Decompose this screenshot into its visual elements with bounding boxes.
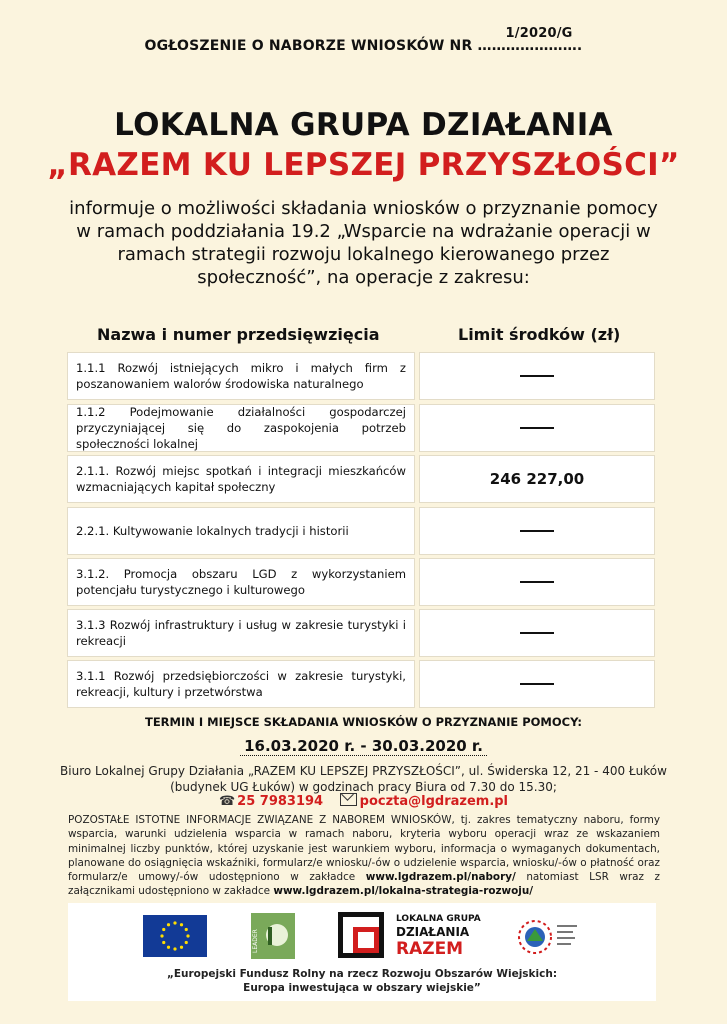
eu-star-icon xyxy=(162,941,165,944)
limit-cell xyxy=(419,558,655,606)
lgd-logo-mark-icon xyxy=(338,912,384,958)
measure-name-cell: 3.1.2. Promocja obszaru LGD z wykorzystaniem potencjału turystycznego i kulturowego xyxy=(67,558,415,606)
eu-star-icon xyxy=(167,946,170,949)
fund-caption xyxy=(68,967,656,995)
eu-star-icon xyxy=(173,921,176,924)
limit-cell xyxy=(419,404,655,452)
title-line-2: „RAZEM KU LEPSZEJ PRZYSZŁOŚCI” xyxy=(47,147,680,183)
eu-star-icon xyxy=(162,928,165,931)
logo-strip xyxy=(68,903,656,1001)
limit-cell xyxy=(419,507,655,555)
strategy-link[interactable]: www.lgdrazem.pl/lokalna-strategia-rozwoju/ xyxy=(273,885,534,898)
term-dates-wrap xyxy=(0,737,727,755)
empty-limit-dash xyxy=(520,375,554,377)
office-address: Biuro Lokalnej Grupy Działania „RAZEM KU LEPSZEJ PRZYSZŁOŚCI”, ul. Świderska 12, 21 - 400 Łuków (budynek UG Łuków) w godzinach pracy Biura od 7.30 do 15.30; xyxy=(60,764,667,794)
phone-number: 25 7983194 xyxy=(237,794,324,809)
announcement-number: 1/2020/G xyxy=(505,26,573,41)
eu-star-icon xyxy=(186,934,189,937)
contact-line xyxy=(0,793,727,809)
prow-logo-icon xyxy=(513,915,581,959)
phone-icon: ☎ xyxy=(218,794,236,809)
info-text: POZOSTAŁE ISTOTNE INFORMACJE ZWIĄZANE Z NABOREM WNIOSKÓW, tj. zakres tematyczny naboru, formy wsparcia, warunki udzielenia wsparcia w ramach naboru, kryteria wyboru operacji wraz ze wskazaniem minimalnej liczby punktów, której uzyskanie jest warunkiem wyboru, informacja o wymaganych dokumentach, planowane do osiągnięcia wskaźniki, formularz/e wniosku/-ów o udzielenie wsparcia, wniosku/-ów o płatność oraz formularz/e umowy/-ów udostępniono w zakładce xyxy=(68,814,660,884)
limit-cell xyxy=(419,660,655,708)
lgd-logo-line3: RAZEM xyxy=(396,939,464,959)
nabory-link[interactable]: www.lgdrazem.pl/nabory/ xyxy=(365,871,516,884)
limit-cell: 246 227,00 xyxy=(419,455,655,503)
table-row xyxy=(67,507,655,555)
measure-name-cell: 3.1.1 Rozwój przedsiębiorczości w zakresie turystyki, rekreacji, kultury i przetwórstwa xyxy=(67,660,415,708)
eu-star-icon xyxy=(185,941,188,944)
table-row xyxy=(67,404,655,452)
measure-name-cell: 1.1.2 Podejmowanie działalności gospodarczej przyczyniającej się do zaspokojenia potrzeb społeczności lokalnej xyxy=(67,404,415,452)
intro-text: informuje o możliwości składania wniosków o przyznanie pomocy w ramach poddziałania 19.2 „Wsparcie na wdrażanie operacji w ramach strategii rozwoju lokalnego kierowanego przez społeczność”, na operacje z zakresu: xyxy=(69,198,658,288)
eu-star-icon xyxy=(167,923,170,926)
limit-cell xyxy=(419,609,655,657)
empty-limit-dash xyxy=(520,581,554,583)
term-dates: 16.03.2020 r. - 30.03.2020 r. xyxy=(240,737,487,756)
info-text-middle: natomiast LSR wraz z załącznikami udostępniono w zakładce xyxy=(68,871,660,898)
table-row xyxy=(67,352,655,400)
email-link[interactable]: poczta@lgdrazem.pl xyxy=(359,794,509,809)
eu-star-icon xyxy=(180,923,183,926)
leader-logo-icon xyxy=(251,913,295,959)
svg-text:LEADER: LEADER xyxy=(252,929,259,953)
announcement-number-field: …………………. 1/2020/G xyxy=(477,26,583,54)
fund-caption-line2: Europa inwestująca w obszary wiejskie” xyxy=(243,982,481,994)
eu-star-icon xyxy=(180,946,183,949)
table-row xyxy=(67,609,655,657)
column-header-limit: Limit środków (zł) xyxy=(458,325,621,344)
measure-name-cell: 2.2.1. Kultywowanie lokalnych tradycji i historii xyxy=(67,507,415,555)
fund-caption-line1: „Europejski Fundusz Rolny na rzecz Rozwoju Obszarów Wiejskich: xyxy=(166,968,558,980)
table-row xyxy=(67,455,655,503)
announcement-text: OGŁOSZENIE O NABORZE WNIOSKÓW NR xyxy=(144,38,478,54)
title-line-1: LOKALNA GRUPA DZIAŁANIA xyxy=(114,107,613,143)
table-row xyxy=(67,558,655,606)
limit-cell xyxy=(419,352,655,400)
announcement-header xyxy=(0,26,727,54)
measure-name-cell: 1.1.1 Rozwój istniejących mikro i małych firm z poszanowaniem walorów środowiska naturalnego xyxy=(67,352,415,400)
eu-star-icon xyxy=(160,934,163,937)
empty-limit-dash xyxy=(520,632,554,634)
measure-name-cell: 3.1.3 Rozwój infrastruktury i usług w zakresie turystyki i rekreacji xyxy=(67,609,415,657)
lgd-logo-line2: DZIAŁANIA xyxy=(396,925,470,939)
measure-name-cell: 2.1.1. Rozwój miejsc spotkań i integracji mieszkańców wzmacniających kapitał społeczny xyxy=(67,455,415,503)
eu-flag-icon xyxy=(143,915,207,957)
empty-limit-dash xyxy=(520,530,554,532)
eu-star-icon xyxy=(185,928,188,931)
lgd-logo-line1: LOKALNA GRUPA xyxy=(396,914,481,924)
term-heading: TERMIN I MIEJSCE SKŁADANIA WNIOSKÓW O PRZYZNANIE POMOCY: xyxy=(144,715,582,729)
table-row xyxy=(67,660,655,708)
lgd-razem-logo xyxy=(338,912,488,960)
eu-star-icon xyxy=(173,947,176,950)
empty-limit-dash xyxy=(520,683,554,685)
column-header-name: Nazwa i numer przedsięwzięcia xyxy=(97,325,380,344)
additional-info xyxy=(68,813,660,899)
empty-limit-dash xyxy=(520,427,554,429)
envelope-icon xyxy=(340,793,357,806)
